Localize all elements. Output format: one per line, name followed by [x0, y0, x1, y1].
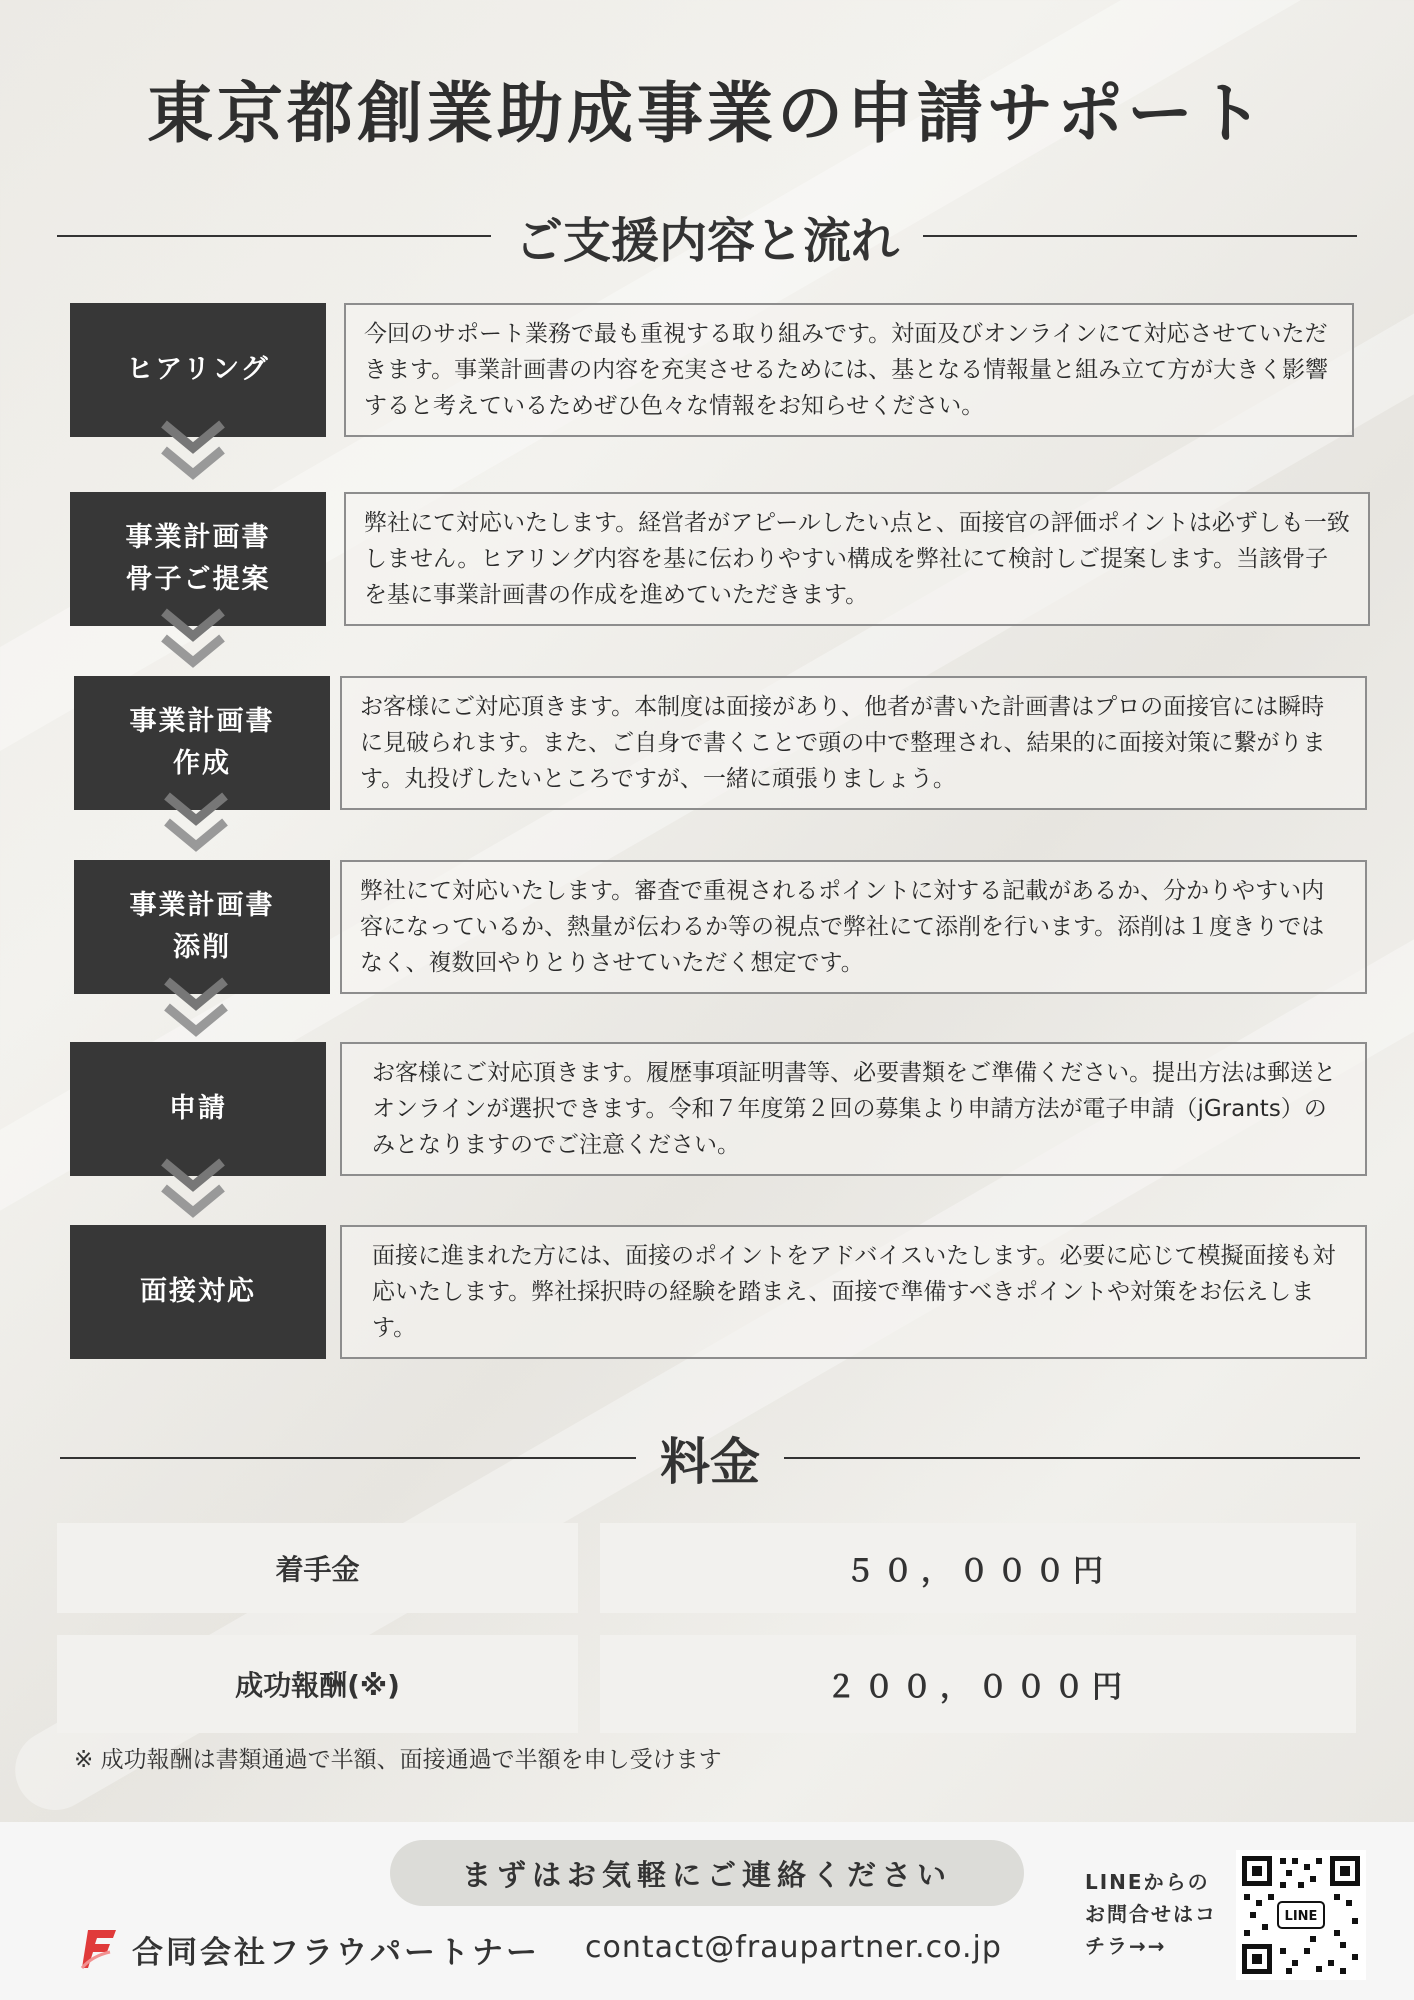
- chevron-down-icon: [163, 977, 229, 1041]
- step-desc-application: [340, 1042, 1367, 1176]
- cta-text: まずはお気軽にご連絡ください: [461, 1857, 952, 1892]
- step-label-text: ヒアリング: [126, 354, 270, 385]
- fee-name-cell: [57, 1635, 578, 1733]
- step-label-text: 申請: [169, 1093, 227, 1124]
- company-logo-icon: [80, 1926, 120, 1972]
- line-qr-code[interactable]: [1236, 1850, 1366, 1980]
- fees-section-heading: [60, 1428, 1360, 1491]
- fee-name: 着手金: [275, 1553, 360, 1586]
- fee-amount: ５０，０００円: [845, 1554, 1111, 1589]
- chevron-down-icon: [160, 1158, 226, 1222]
- step-label-hearing: [70, 303, 326, 437]
- chevron-down-icon: [160, 608, 226, 672]
- step-desc-hearing: [344, 303, 1354, 437]
- step-label-text: 事業計画書 骨子ご提案: [125, 522, 271, 595]
- contact-email[interactable]: contact@fraupartner.co.jp: [585, 1930, 1002, 1965]
- chevron-down-icon: [163, 792, 229, 856]
- step-label-text: 事業計画書 作成: [129, 706, 275, 779]
- fees-heading-text: 料金: [660, 1433, 760, 1491]
- fee-name-cell: [57, 1523, 578, 1613]
- flow-section-heading: [57, 206, 1357, 269]
- line-contact-note: LINEからのお問合せはコチラ→→: [1085, 1870, 1217, 1958]
- step-desc-text: お客様にご対応頂きます。本制度は面接があり、他者が書いた計画書はプロの面接官には瞬時に見破られます。また、ご自身で書くことで頭の中で整理され、結果的に面接対策に繋がります。丸投げしたいところですが、一緒に頑張りましょう。: [360, 694, 1326, 792]
- step-desc-text: 弊社にて対応いたします。審査で重視されるポイントに対する記載があるか、分かりやすい内容になっているか、熱量が伝わるか等の視点で弊社にて添削を行います。添削は１度きりではなく、複数回やりとりさせていただく想定です。: [360, 878, 1325, 976]
- page-title: 東京都創業助成事業の申請サポート: [147, 75, 1267, 152]
- step-label-application: [70, 1042, 326, 1176]
- step-desc-text: お客様にご対応頂きます。履歴事項証明書等、必要書類をご準備ください。提出方法は郵送とオンラインが選択できます。令和７年度第２回の募集より申請方法が電子申請（jGrants）のみとなりますのでご注意ください。: [372, 1060, 1337, 1158]
- step-desc-outline-proposal: [344, 492, 1370, 626]
- step-label-text: 面接対応: [140, 1276, 256, 1307]
- step-desc-plan-creation: [340, 676, 1367, 810]
- fee-note: ※ 成功報酬は書類通過で半額、面接通過で半額を申し受けます: [74, 1747, 722, 1773]
- step-desc-text: 今回のサポート業務で最も重視する取り組みです。対面及びオンラインにて対応させていただきます。事業計画書の内容を充実させるためには、基となる情報量と組み立て方が大きく影響すると考えているためぜひ色々な情報をお知らせください。: [364, 321, 1329, 419]
- divider: [60, 1457, 636, 1459]
- qr-line-label: LINE: [1284, 1909, 1318, 1924]
- company-name: 合同会社フラウパートナー: [132, 1934, 540, 1971]
- contact-cta[interactable]: [390, 1840, 1024, 1906]
- step-desc-plan-review: [340, 860, 1367, 994]
- step-label-interview: [70, 1225, 326, 1359]
- flow-heading-text: ご支援内容と流れ: [515, 212, 900, 269]
- step-label-plan-review: [74, 860, 330, 994]
- step-label-outline-proposal: [70, 492, 326, 626]
- divider: [923, 235, 1357, 237]
- step-label-plan-creation: [74, 676, 330, 810]
- company-block: [80, 1922, 540, 1976]
- divider: [784, 1457, 1360, 1459]
- divider: [57, 235, 491, 237]
- fee-amount: ２００，０００円: [826, 1670, 1130, 1705]
- fee-name: 成功報酬(※): [235, 1669, 400, 1702]
- fee-amount-cell: [600, 1523, 1356, 1613]
- step-desc-text: 弊社にて対応いたします。経営者がアピールしたい点と、面接官の評価ポイントは必ずしも一致しません。ヒアリング内容を基に伝わりやすい構成を弊社にて検討しご提案します。当該骨子を基に事業計画書の作成を進めていただきます。: [364, 510, 1350, 608]
- step-desc-text: 面接に進まれた方には、面接のポイントをアドバイスいたします。必要に応じて模擬面接も対応いたします。弊社採択時の経験を踏まえ、面接で準備すべきポイントや対策をお伝えします。: [372, 1243, 1336, 1341]
- step-label-text: 事業計画書 添削: [129, 890, 275, 963]
- fee-amount-cell: [600, 1635, 1356, 1733]
- step-desc-interview: [340, 1225, 1367, 1359]
- chevron-down-icon: [160, 420, 226, 484]
